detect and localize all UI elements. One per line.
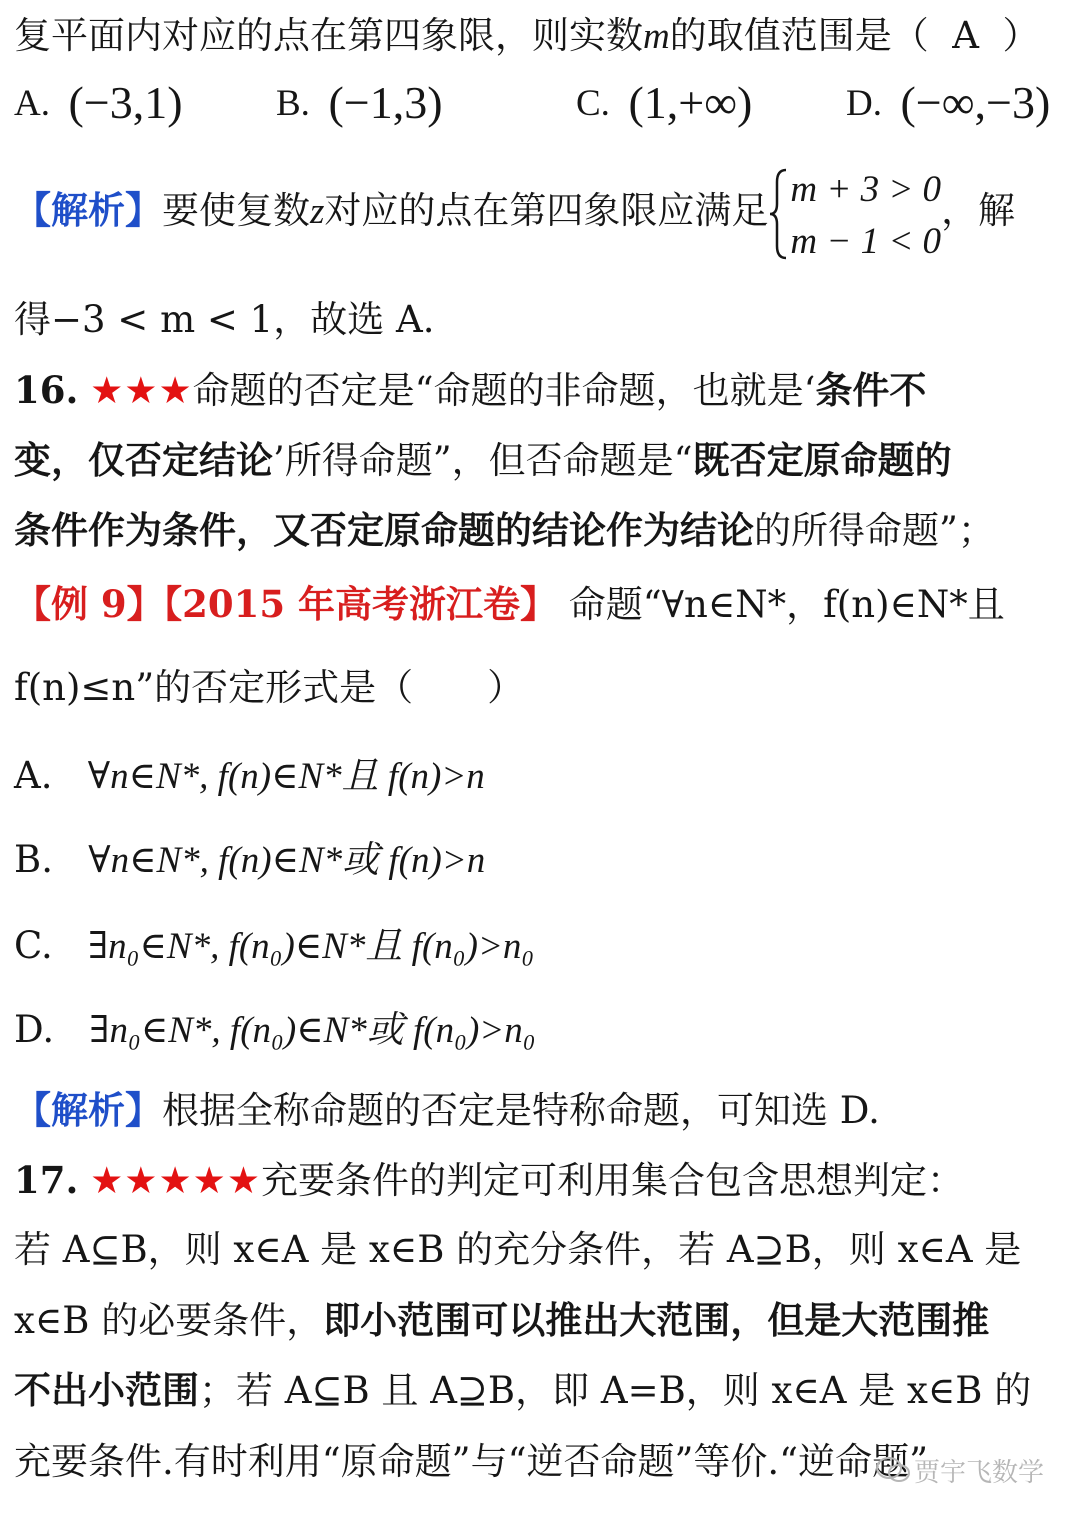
left-brace-icon (768, 166, 790, 262)
q15-conclusion: 得−3 < m < 1，故选 A. (14, 298, 435, 341)
item17-line1: 17. ★★★★★充要条件的判定可利用集合包含思想判定： (14, 1158, 964, 1202)
example-tag: 【例 9】 (14, 582, 164, 626)
star-rating-icon: ★★★★★ (90, 1159, 261, 1202)
item17-line3: x∈B 的必要条件，即小范围可以推出大范围，但是大范围推 (14, 1298, 990, 1342)
analysis-tag: 【解析】 (14, 188, 162, 232)
item-number: 16. (14, 368, 79, 412)
item-number: 17. (14, 1158, 79, 1202)
item17-line2: 若 A⊆B，则 x∈A 是 x∈B 的充分条件，若 A⊇B，则 x∈A 是 (14, 1228, 1022, 1271)
example9-option-d: D. ∃n₀∈N*, f(n₀)∈N*或 f(n₀)>n₀ (14, 1008, 536, 1051)
q15-stem: 复平面内对应的点在第四象限，则实数m的取值范围是（ A ） (14, 14, 1040, 57)
example9-stem2: f(n)≤n”的否定形式是（ ） (14, 666, 525, 709)
example-source: 【2015 年高考浙江卷】 (163, 582, 557, 626)
item16-line2: 变，仅否定结论’所得命题”，但否命题是“既否定原命题的 (14, 438, 952, 482)
analysis-tag: 【解析】 (14, 1088, 162, 1132)
q15-option-a: A. (−3,1) (14, 77, 183, 128)
q15-option-c: C. (1,+∞) (576, 77, 753, 128)
example9-option-a: A. ∀n∈N*, f(n)∈N*且 f(n)>n (14, 754, 485, 797)
wechat-icon (876, 1456, 910, 1491)
q15-option-b: B. (−1,3) (276, 77, 443, 128)
q15-answer: A (952, 14, 979, 57)
example9-stem: 【例 9】【2015 年高考浙江卷】 命题“∀n∈N*，f(n)∈N*且 (14, 582, 1005, 626)
q15-analysis: 【解析】要使复数z对应的点在第四象限应满足 m + 3 > 0 m − 1 < 0 ，解 (14, 160, 1070, 270)
example9-analysis: 【解析】根据全称命题的否定是特称命题，可知选 D. (14, 1088, 880, 1132)
q15-option-d: D. (−∞,−3) (846, 77, 1051, 128)
item16-line3: 条件作为条件，又否定原命题的结论作为结论的所得命题”； (14, 508, 995, 552)
item17-line5: 充要条件.有时利用“原命题”与“逆否命题”等价.“逆命题” (14, 1440, 929, 1483)
example9-option-c: C. ∃n₀∈N*, f(n₀)∈N*且 f(n₀)>n₀ (14, 924, 535, 967)
example9-option-b: B. ∀n∈N*, f(n)∈N*或 f(n)>n (14, 838, 486, 881)
item16-line1: 16. ★★★命题的否定是“命题的非命题，也就是‘条件不 (14, 368, 927, 412)
watermark: 贾宇飞数学 (876, 1452, 1044, 1491)
star-rating-icon: ★★★ (90, 369, 193, 412)
item17-line4: 不出小范围；若 A⊆B 且 A⊇B，即 A=B，则 x∈A 是 x∈B 的 (14, 1368, 1032, 1412)
inequality-system: m + 3 > 0 m − 1 < 0 (790, 168, 942, 262)
